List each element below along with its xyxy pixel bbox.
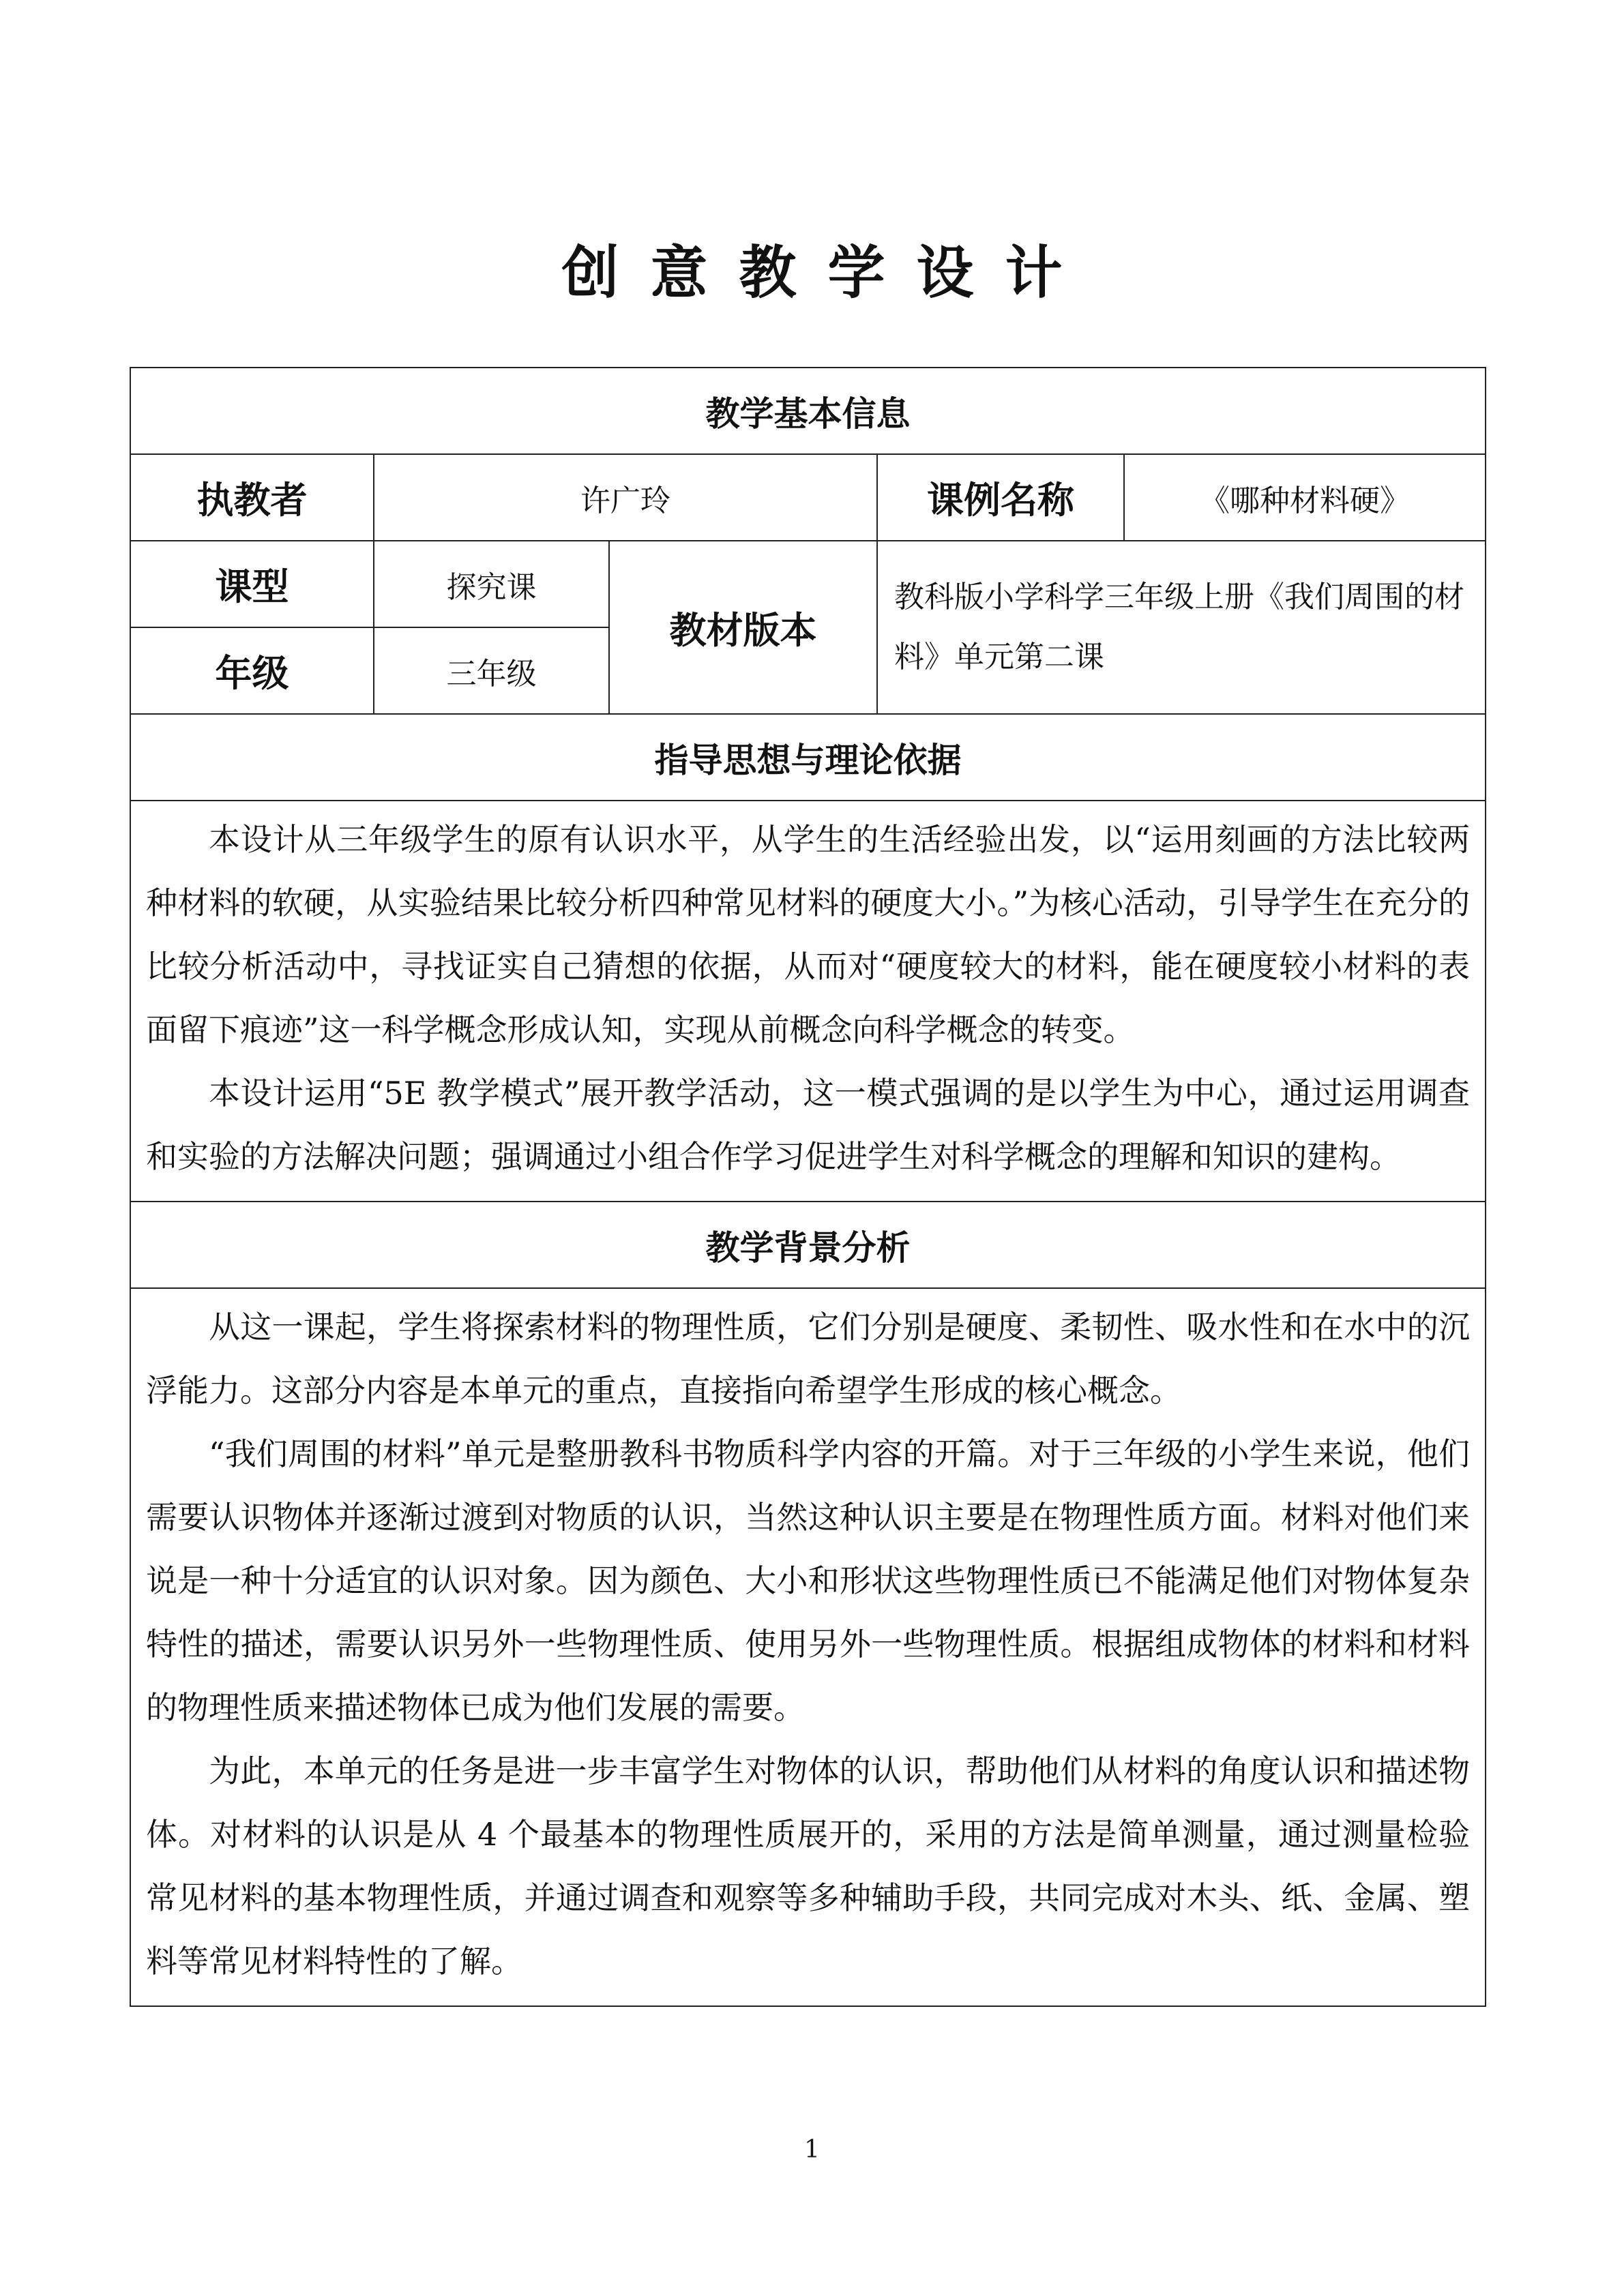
teacher-label: 执教者	[130, 454, 374, 541]
page-title: 创意教学设计	[561, 239, 1094, 306]
lesson-name-label: 课例名称	[877, 454, 1124, 541]
grade-value: 三年级	[374, 627, 609, 714]
background-content	[130, 1288, 1486, 2006]
textbook-version-value: 教科版小学科学三年级上册《我们周围的材料》单元第二课	[877, 541, 1486, 714]
background-paragraph: “我们周围的材料”单元是整册教科书物质科学内容的开篇。对于三年级的小学生来说，他们需要认识物体并逐渐过渡到对物质的认识，当然这种认识主要是在物理性质方面。材料对他们来说是一种十分适宜的认识对象。因为颜色、大小和形状这些物理性质已不能满足他们对物体复杂特性的描述，需要认识另外一些物理性质、使用另外一些物理性质。根据组成物体的材料和材料的物理性质来描述物体已成为他们发展的需要。	[146, 1435, 1471, 1726]
guiding-paragraph: 本设计运用“5E 教学模式”展开教学活动，这一模式强调的是以学生为中心，通过运用调查和实验的方法解决问题；强调通过小组合作学习促进学生对科学概念的理解和知识的建构。	[146, 1075, 1471, 1175]
course-type-label: 课型	[130, 541, 374, 627]
background-paragraph: 为此，本单元的任务是进一步丰富学生对物体的认识，帮助他们从材料的角度认识和描述物体。对材料的认识是从 4 个最基本的物理性质展开的，采用的方法是简单测量，通过测量检验常见材料的基本物理性质，并通过调查和观察等多种辅助手段，共同完成对木头、纸、金属、塑料等常见材料特性的了解。	[146, 1753, 1471, 1980]
guiding-paragraph: 本设计从三年级学生的原有认识水平，从学生的生活经验出发，以“运用刻画的方法比较两种材料的软硬，从实验结果比较分析四种常见材料的硬度大小。”为核心活动，引导学生在充分的比较分析活动中，寻找证实自己猜想的依据，从而对“硬度较大的材料，能在硬度较小材料的表面留下痕迹”这一科学概念形成认知，实现从前概念向科学概念的转变。	[146, 821, 1471, 1048]
section-header-background: 教学背景分析	[130, 1202, 1486, 1288]
lesson-name-value: 《哪种材料硬》	[1124, 454, 1486, 541]
lesson-design-table	[130, 367, 1486, 2007]
textbook-version-label: 教材版本	[609, 541, 877, 714]
course-type-value: 探究课	[374, 541, 609, 627]
section-header-basic-info: 教学基本信息	[130, 368, 1486, 454]
page-number: 1	[804, 2136, 820, 2164]
guiding-content	[130, 801, 1486, 1202]
teacher-value: 许广玲	[374, 454, 877, 541]
section-header-guiding: 指导思想与理论依据	[130, 714, 1486, 801]
grade-label: 年级	[130, 627, 374, 714]
background-paragraph: 从这一课起，学生将探索材料的物理性质，它们分别是硬度、柔韧性、吸水性和在水中的沉浮能力。这部分内容是本单元的重点，直接指向希望学生形成的核心概念。	[146, 1309, 1471, 1409]
